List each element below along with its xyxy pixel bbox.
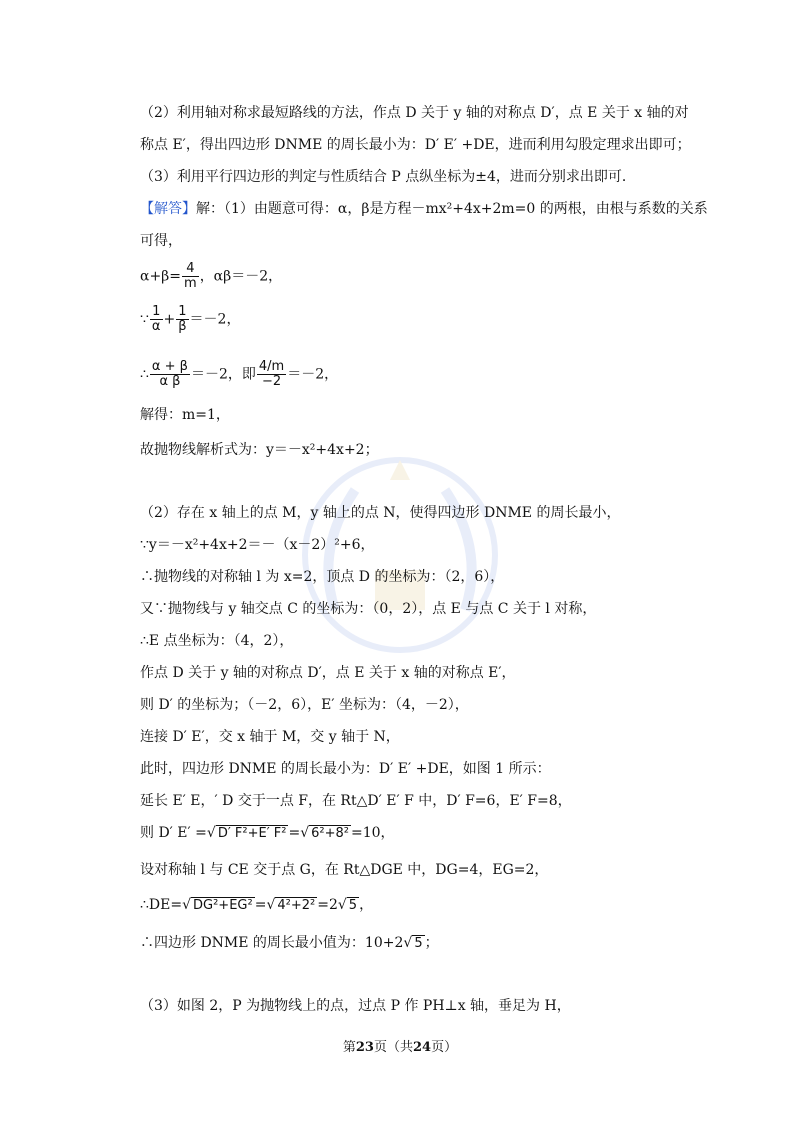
sqrt-icon: √ [337,897,347,913]
solution-line-2: 可得， [140,233,182,249]
part2-line-5: ∴E 点坐标为：（4，2）， [140,633,294,649]
part3-line-1: （3）如图 2，P 为抛物线上的点，过点 P 作 PH⊥x 轴，垂足为 H， [140,998,571,1014]
fraction: $\frac{4/m}{-2}$ [258,359,285,389]
part2-line-4: 又∵抛物线与 y 轴交点 C 的坐标为：（0，2），点 E 与点 C 关于 l 对称， [140,601,597,617]
fraction: $\frac{\alpha + \beta}{\text{α β}}$ [151,359,188,389]
part2-line-14: ∴四边形 DNME 的周长最小值为：10+2√ 5 ； [140,935,439,951]
substitution-line: ∴ $\frac{\alpha + \beta}{\text{α β}}$ ＝－2，即 $\frac{4/m}{-2}$ ＝－2， [140,359,339,389]
sqrt-icon: √ [182,897,192,913]
analysis-line-3: （3）利用平行四边形的判定与性质结合 P 点纵坐标为±4，进而分别求出即可． [140,169,636,185]
solution-line-1 [140,199,708,219]
part2-line-3: ∴抛物线的对称轴 l 为 x=2，顶点 D 的坐标为：（2，6）， [140,569,505,585]
parabola-equation-line: 故抛物线解析式为：y＝－x²+4x+2； [140,442,379,458]
part2-line-6: 作点 D 关于 y 轴的对称点 D′，点 E 关于 x 轴的对称点 E′， [140,665,516,681]
part2-line-2: ∵y＝－x²+4x+2＝－（x－2）²+6， [140,537,375,553]
fraction: $\frac{1}{\beta}$ [178,304,187,334]
solution-tag: 【解答】 [140,201,196,217]
watermark-logo-icon [295,450,505,660]
part2-line-1: （2）存在 x 轴上的点 M，y 轴上的点 N，使得四边形 DNME 的周长最小， [140,505,621,521]
part2-line-10: 延长 E′ E，′ D 交于一点 F，在 Rt△D′ E′ F 中，D′ F=6，E′ F=8， [140,793,572,809]
page-number: 23 [355,1040,374,1055]
sum-roots-line: α+β= $\frac{4}{m}$ ，αβ＝－2， [140,261,283,291]
fraction: $\frac{4}{m}$ [184,261,197,291]
part2-line-13: ∴DE=√ DG²+EG² =√ 4²+2² =2√ 5 ， [140,897,374,913]
sqrt-icon: √ [300,825,310,841]
part2-line-11: 则 D′ E′ =√ D′ F²+E′ F² =√ 6²+8² =10， [140,825,395,841]
part2-line-9: 此时，四边形 DNME 的周长最小为：D′ E′ +DE，如图 1 所示： [140,761,551,777]
part2-line-12: 设对称轴 l 与 CE 交于点 G，在 Rt△DGE 中，DG=4，EG=2， [140,862,549,878]
fraction: $\frac{1}{\alpha}$ [151,304,161,334]
sqrt-icon: √ [403,935,413,951]
total-pages: 24 [413,1040,432,1055]
page-footer: 第23页（共24页） [342,1040,458,1055]
part2-line-8: 连接 D′ E′，交 x 轴于 M，交 y 轴于 N， [140,729,400,745]
reciprocal-sum-line: ∵ $\frac{1}{\alpha}$ + $\frac{1}{\beta}$ ＝－2， [140,304,241,334]
analysis-line-1: （2）利用轴对称求最短路线的方法，作点 D 关于 y 轴的对称点 D′，点 E 关于 x 轴的对 [140,105,689,121]
sqrt-icon: √ [206,825,216,841]
sqrt-icon: √ [266,897,276,913]
part2-line-7: 则 D′ 的坐标为；（－2，6），E′ 坐标为：（4，－2）， [140,697,469,713]
solution-text: 解：（1）由题意可得：α，β是方程－mx²+4x+2m=0 的两根，由根与系数的关系 [196,201,708,217]
solve-m-line: 解得：m=1， [140,407,230,423]
analysis-line-2: 称点 E′，得出四边形 DNME 的周长最小为：D′ E′ +DE，进而利用勾股定理求出即可； [140,137,691,153]
